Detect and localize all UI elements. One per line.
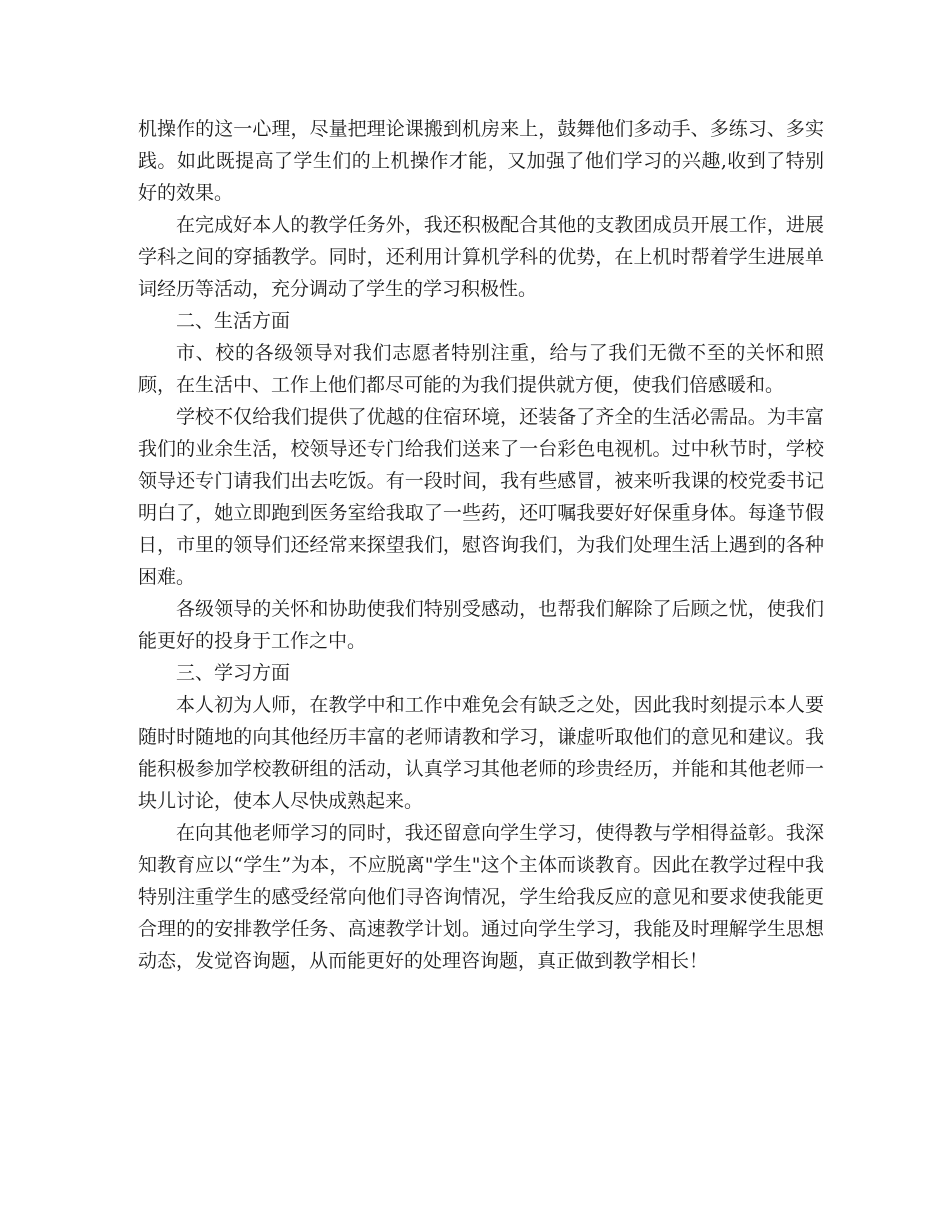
paragraph-5: 各级领导的关怀和协助使我们特别受感动，也帮我们解除了后顾之忧，使我们能更好的投身于工作之中。	[138, 598, 824, 652]
paragraph-7: 在向其他老师学习的同时，我还留意向学生学习，使得教与学相得益彰。我深知教育应以“学生”为本，不应脱离"学生"这个主体而谈教育。因此在教学过程中我特别注重学生的感受经常向他们寻咨询情况，学生给我反应的意见和要求使我能更合理的的安排教学任务、高速教学计划。通过向学生学习，我能及时理解学生思想动态，发觉咨询题，从而能更好的处理咨询题，真正做到教学相长！	[138, 822, 824, 972]
paragraph-2: 在完成好本人的教学任务外，我还积极配合其他的支教团成员开展工作，进展学科之间的穿插教学。同时，还利用计算机学科的优势，在上机时帮着学生进展单词经历等活动，充分调动了学生的学习积极性。	[138, 214, 824, 300]
section-heading-study: 三、学习方面	[176, 662, 291, 684]
paragraph-3: 市、校的各级领导对我们志愿者特别注重，给与了我们无微不至的关怀和照顾，在生活中、工作上他们都尽可能的为我们提供就方便，使我们倍感暖和。	[138, 342, 824, 396]
paragraph-6: 本人初为人师，在教学中和工作中难免会有缺乏之处，因此我时刻提示本人要随时时随地的向其他经历丰富的老师请教和学习，谦虚听取他们的意见和建议。我能积极参加学校教研组的活动，认真学习其他老师的珍贵经历，并能和其他老师一块儿讨论，使本人尽快成熟起来。	[138, 694, 824, 812]
section-heading-life: 二、生活方面	[176, 310, 291, 332]
paragraph-4: 学校不仅给我们提供了优越的住宿环境，还装备了齐全的生活必需品。为丰富我们的业余生活，校领导还专门给我们送来了一台彩色电视机。过中秋节时，学校领导还专门请我们出去吃饭。有一段时间，我有些感冒，被来听我课的校党委书记明白了，她立即跑到医务室给我取了一些药，还叮嘱我要好好保重身体。每逢节假日，市里的领导们还经常来探望我们，慰咨询我们，为我们处理生活上遇到的各种困难。	[138, 406, 824, 588]
document-body	[138, 113, 824, 977]
paragraph-1: 机操作的这一心理，尽量把理论课搬到机房来上，鼓舞他们多动手、多练习、多实践。如此既提高了学生们的上机操作才能，又加强了他们学习的兴趣,收到了特别好的效果。	[138, 118, 824, 204]
